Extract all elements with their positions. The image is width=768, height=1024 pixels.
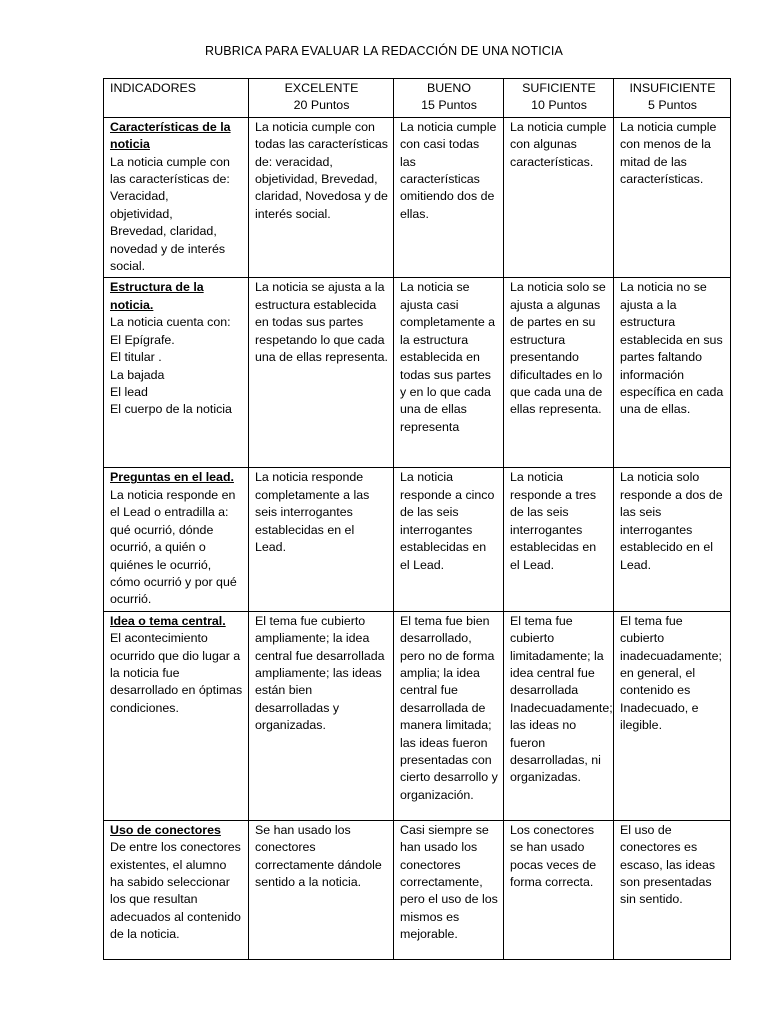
criterion-description: La noticia cuenta con: El Epígrafe. El titular . La bajada El lead El cuerpo de la noticia: [110, 315, 232, 417]
level-name: EXCELENTE: [284, 81, 359, 95]
cell-suficiente: [504, 820, 614, 959]
descriptor-text: La noticia cumple con casi todas las características omitiendo dos de ellas.: [400, 119, 497, 221]
cell-excelente: [249, 820, 394, 959]
criterion-cell: [104, 611, 249, 820]
header-row: [104, 79, 731, 118]
header-level-suficiente: [504, 79, 614, 118]
descriptor-text: La noticia cumple con todas las características de: veracidad, objetividad, Brevedad, claridad, Novedosa y de interés social.: [255, 119, 388, 221]
criterion-description: El acontecimiento ocurrido que dio lugar a la noticia fue desarrollado en óptimas condiciones.: [110, 631, 243, 715]
row-estructura: [104, 278, 731, 468]
descriptor-text: La noticia responde a cinco de las seis interrogantes establecidas en el Lead.: [400, 470, 495, 572]
descriptor-text: El tema fue cubierto ampliamente; la idea central fue desarrollada ampliamente; las ideas están bien desarrolladas y organizadas.: [255, 613, 385, 733]
cell-excelente: [249, 278, 394, 468]
descriptor-text: La noticia cumple con menos de la mitad de las características.: [620, 119, 717, 187]
row-preguntas: [104, 468, 731, 611]
cell-excelente: [249, 468, 394, 611]
descriptor-text: El tema fue cubierto inadecuadamente; en general, el contenido es Inadecuado, e ilegible.: [620, 613, 722, 733]
cell-insuficiente: [614, 468, 731, 611]
descriptor-text: La noticia solo responde a dos de las seis interrogantes establecido en el Lead.: [620, 470, 723, 572]
row-conectores: [104, 820, 731, 959]
cell-suficiente: [504, 468, 614, 611]
criterion-cell: [104, 117, 249, 278]
descriptor-text: El uso de conectores es escaso, las ideas son presentadas sin sentido.: [620, 822, 716, 907]
level-points: 10 Puntos: [531, 98, 587, 113]
criterion-title: Idea o tema central.: [110, 613, 226, 628]
criterion-description: De entre los conectores existentes, el alumno ha sabido seleccionar los que resultan adecuados al contenido de la noticia.: [110, 840, 241, 942]
header-indicadores: [104, 79, 249, 118]
criterion-title: Uso de conectores: [110, 822, 221, 837]
level-points: 5 Puntos: [648, 98, 697, 113]
descriptor-text: La noticia se ajusta casi completamente a la estructura establecida en todas sus partes y en lo que cada una de ellas representa: [400, 280, 496, 434]
cell-suficiente: [504, 117, 614, 278]
descriptor-text: La noticia responde completamente a las seis interrogantes establecidas en el Lead.: [255, 470, 370, 555]
level-points: 15 Puntos: [421, 98, 477, 113]
cell-bueno: [394, 468, 504, 611]
rubric-table: [103, 78, 731, 960]
cell-insuficiente: [614, 278, 731, 468]
criterion-title: Estructura de la noticia.: [110, 280, 204, 312]
criterion-description: La noticia cumple con las características de: Veracidad, objetividad, Brevedad, claridad, novedad y de interés social.: [110, 154, 230, 274]
cell-insuficiente: [614, 820, 731, 959]
descriptor-text: Se han usado los conectores correctamente dándole sentido a la noticia.: [255, 822, 382, 889]
header-level-bueno: [394, 79, 504, 118]
level-points: 20 Puntos: [293, 98, 350, 113]
descriptor-text: La noticia se ajusta a la estructura establecida en todas sus partes respetando lo que cada una de ellas representa.: [255, 280, 388, 365]
descriptor-text: Casi siempre se han usado los conectores correctamente, pero el uso de los mismos es mejorable.: [400, 822, 498, 942]
page-title: RUBRICA PARA EVALUAR LA REDACCIÓN DE UNA NOTICIA: [205, 44, 563, 58]
descriptor-text: La noticia responde a tres de las seis interrogantes establecidas en el Lead.: [510, 470, 597, 572]
cell-bueno: [394, 820, 504, 959]
header-indicadores-label: INDICADORES: [110, 81, 197, 95]
descriptor-text: El tema fue bien desarrollado, pero no de forma amplia; la idea central fue desarrollada de manera limitada; las ideas fueron presentadas con cierto desarrollo y organización.: [400, 613, 498, 802]
cell-bueno: [394, 611, 504, 820]
criterion-title: Preguntas en el lead.: [110, 470, 234, 485]
cell-insuficiente: [614, 117, 731, 278]
criterion-cell: [104, 278, 249, 468]
criterion-cell: [104, 468, 249, 611]
level-name: BUENO: [426, 81, 472, 95]
cell-bueno: [394, 278, 504, 468]
level-name: SUFICIENTE: [522, 81, 596, 95]
descriptor-text: El tema fue cubierto limitadamente; la idea central fue desarrollada Inadecuadamente; las ideas no fueron desarrolladas, ni organizadas.: [510, 613, 613, 785]
cell-bueno: [394, 117, 504, 278]
row-idea-central: [104, 611, 731, 820]
descriptor-text: La noticia cumple con algunas características.: [510, 119, 607, 169]
criterion-description: La noticia responde en el Lead o entradilla a: qué ocurrió, dónde ocurrió, a quién o quiénes le ocurrió, cómo ocurrió y por qué ocurrió.: [110, 487, 237, 607]
cell-insuficiente: [614, 611, 731, 820]
criterion-title: Características de la noticia: [110, 119, 231, 152]
descriptor-text: La noticia no se ajusta a la estructura establecida en sus partes faltando información específica en cada una de ellas.: [620, 280, 724, 417]
header-level-insuficiente: [614, 79, 731, 118]
cell-suficiente: [504, 611, 614, 820]
criterion-cell: [104, 820, 249, 959]
cell-suficiente: [504, 278, 614, 468]
header-level-excelente: [249, 79, 394, 118]
cell-excelente: [249, 117, 394, 278]
level-name: INSUFICIENTE: [629, 81, 716, 95]
row-caracteristicas: [104, 117, 731, 278]
descriptor-text: Los conectores se han usado pocas veces de forma correcta.: [510, 822, 597, 889]
descriptor-text: La noticia solo se ajusta a algunas de partes en su estructura presentando dificultades en lo que cada una de ellas representa.: [510, 280, 606, 417]
cell-excelente: [249, 611, 394, 820]
